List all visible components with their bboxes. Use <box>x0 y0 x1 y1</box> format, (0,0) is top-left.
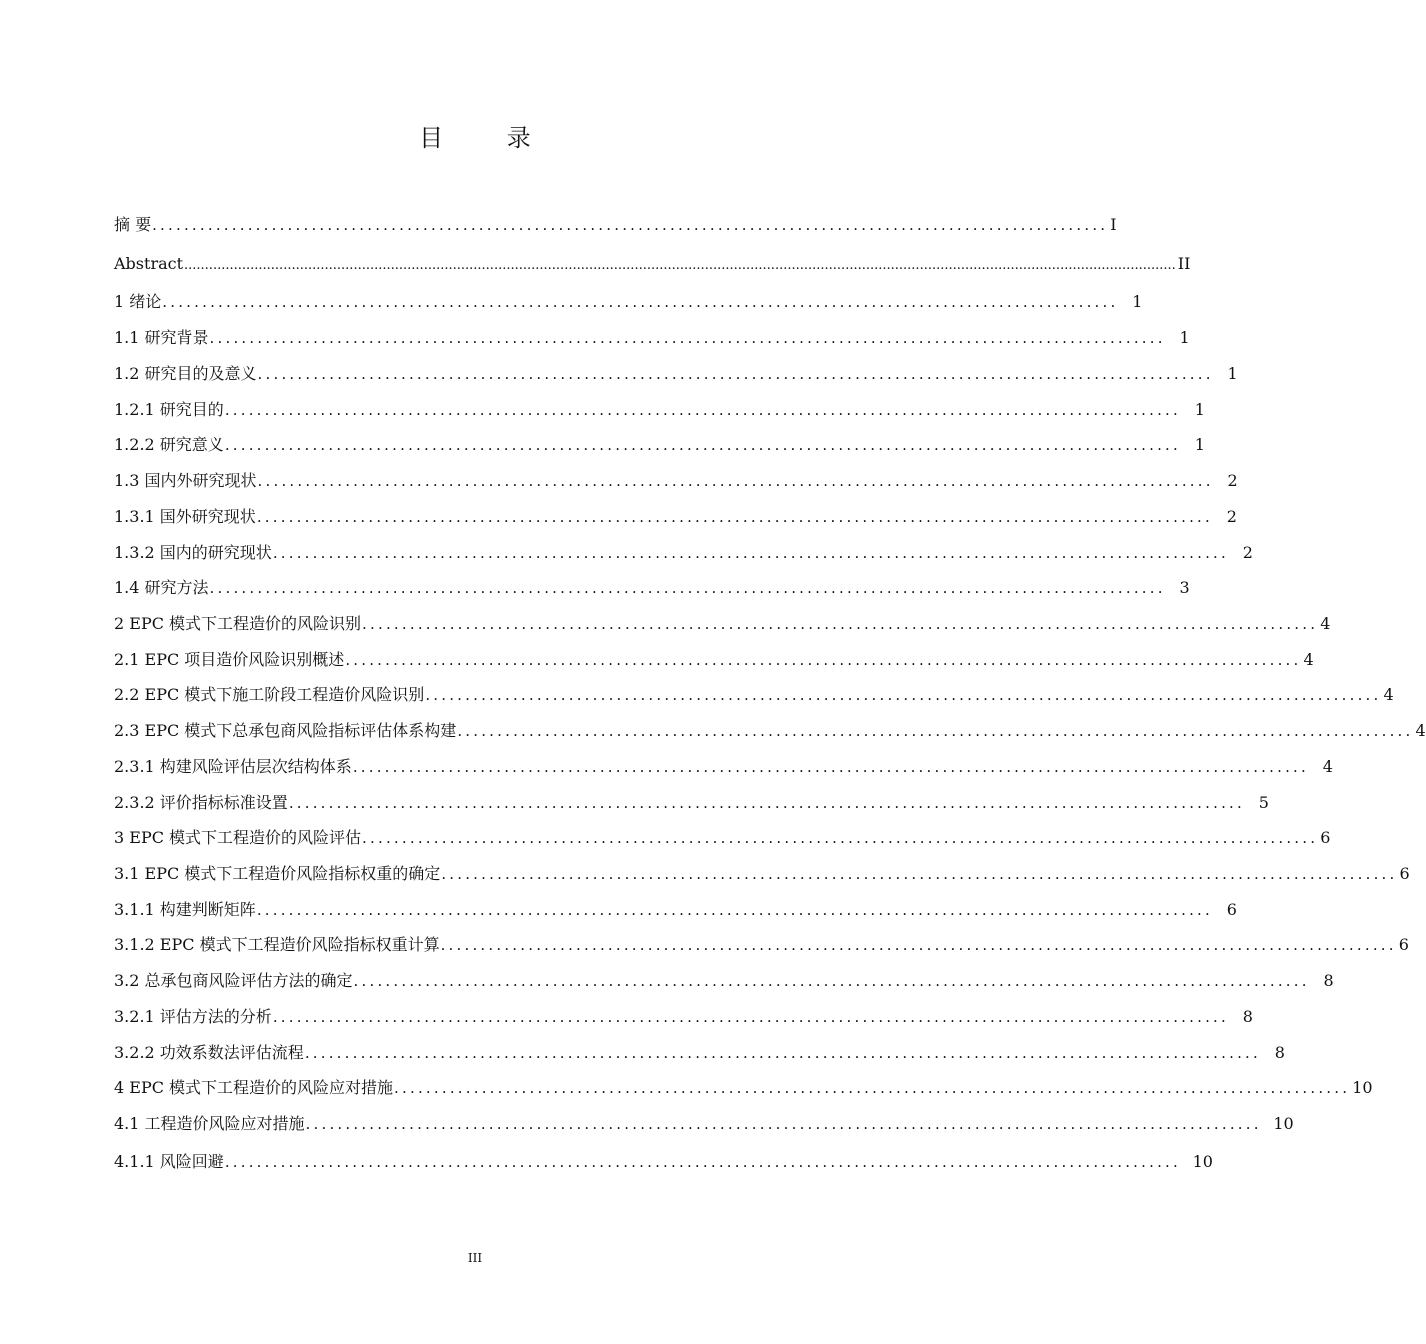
toc-leader-dots: ........................................................................................................................ <box>288 794 1245 812</box>
toc-leader-dots: ........................................................................................................................ <box>257 472 1214 490</box>
toc-entry-3-2[interactable] <box>114 968 1334 994</box>
toc-entry-label: 3.2.1 评估方法的分析 <box>114 1007 272 1026</box>
toc-entry-page: 10 <box>1352 1078 1373 1097</box>
toc-leader-dots: ........................................................................................................................ <box>352 758 1309 776</box>
toc-entry-page: 6 <box>1398 935 1409 954</box>
toc-entry-page: 4 <box>1383 685 1394 704</box>
toc-leader-dots: ........................................................................................................................ <box>257 365 1214 383</box>
toc-entry-2-1[interactable] <box>114 647 1314 673</box>
toc-entry-page: 3 <box>1179 578 1190 597</box>
toc-entry-abstract-cn[interactable] <box>114 212 1117 238</box>
toc-entry-3-1-2[interactable] <box>114 932 1409 958</box>
toc-leader-dots: ........................................................................................................................ <box>440 936 1397 954</box>
toc-entry-label: Abstract <box>114 254 184 273</box>
toc-entry-1-2[interactable] <box>114 361 1238 387</box>
toc-leader-dots: ........................................................................................................................ <box>353 972 1310 990</box>
toc-entry-label: 1.2 研究目的及意义 <box>114 364 257 383</box>
toc-entry-label: 2.3 EPC 模式下总承包商风险指标评估体系构建 <box>114 721 457 740</box>
toc-leader-dots: ........................................................................................................................ <box>256 901 1213 919</box>
toc-entry-3-2-1[interactable] <box>114 1004 1253 1030</box>
toc-entry-1-3-2[interactable] <box>114 540 1253 566</box>
toc-entry-2-2[interactable] <box>114 682 1394 708</box>
toc-entry-3-1[interactable] <box>114 861 1410 887</box>
toc-leader-dots: ........................................................................................................................ <box>425 686 1382 704</box>
toc-entry-page: 1 <box>1132 292 1143 311</box>
toc-entry-ch2[interactable] <box>114 611 1331 637</box>
toc-entry-label: 4 EPC 模式下工程造价的风险应对措施 <box>114 1078 394 1097</box>
toc-entry-label: 1.3.1 国外研究现状 <box>114 507 256 526</box>
toc-leader-dots: ........................................................................................................................ <box>152 216 1109 234</box>
toc-leader-dots: ........................................................................................................................ <box>224 401 1181 419</box>
toc-entry-2-3-2[interactable] <box>114 790 1269 816</box>
toc-entry-abstract-en[interactable] <box>114 251 1191 277</box>
toc-entry-page: 6 <box>1320 828 1331 847</box>
toc-entry-page: 6 <box>1226 900 1237 919</box>
toc-entry-label: 1.3 国内外研究现状 <box>114 471 257 490</box>
toc-entry-4-1[interactable] <box>114 1111 1294 1137</box>
toc-entry-2-3[interactable] <box>114 718 1426 744</box>
toc-entry-1-3[interactable] <box>114 468 1238 494</box>
toc-entry-ch3[interactable] <box>114 825 1331 851</box>
toc-leader-dots: ........................................................................................................................ <box>362 615 1319 633</box>
toc-entry-label: 3.2.2 功效系数法评估流程 <box>114 1043 304 1062</box>
toc-leader-dots: ........................................................................................................................ <box>394 1079 1351 1097</box>
toc-entry-page: 4 <box>1303 650 1314 669</box>
toc-leader-dots: ........................................................................................................................ <box>224 1153 1181 1171</box>
toc-entry-3-2-2[interactable] <box>114 1040 1285 1066</box>
toc-entry-label: 3.2 总承包商风险评估方法的确定 <box>114 971 353 990</box>
toc-leader-dots: ........................................................................................................................ <box>304 1044 1261 1062</box>
toc-entry-page: 4 <box>1322 757 1333 776</box>
toc-entry-4-1-1[interactable] <box>114 1149 1213 1175</box>
toc-entry-ch1[interactable] <box>114 289 1143 315</box>
toc-leader-dots: ................................................................................................................................................................................................................................................ <box>184 258 1176 273</box>
toc-leader-dots: ........................................................................................................................ <box>162 293 1119 311</box>
toc-entry-label: 4.1 工程造价风险应对措施 <box>114 1114 305 1133</box>
page-number: III <box>467 1251 483 1265</box>
toc-entry-2-3-1[interactable] <box>114 754 1333 780</box>
toc-entry-label: 4.1.1 风险回避 <box>114 1152 224 1171</box>
toc-entry-label: 2.3.1 构建风险评估层次结构体系 <box>114 757 352 776</box>
toc-leader-dots: ........................................................................................................................ <box>256 508 1213 526</box>
toc-entry-page: 8 <box>1274 1043 1285 1062</box>
toc-entry-page: 1 <box>1194 400 1205 419</box>
toc-entry-page: 1 <box>1194 435 1205 454</box>
toc-entry-label: 3 EPC 模式下工程造价的风险评估 <box>114 828 362 847</box>
toc-entry-1-2-2[interactable] <box>114 432 1205 458</box>
toc-leader-dots: ........................................................................................................................ <box>209 329 1166 347</box>
toc-leader-dots: ........................................................................................................................ <box>457 722 1414 740</box>
toc-entry-3-1-1[interactable] <box>114 897 1237 923</box>
toc-entry-page: 5 <box>1258 793 1269 812</box>
toc-entry-page: 8 <box>1242 1007 1253 1026</box>
toc-entry-page: II <box>1177 254 1191 273</box>
toc-entry-label: 摘 要 <box>114 215 152 234</box>
toc-entry-label: 3.1.2 EPC 模式下工程造价风险指标权重计算 <box>114 935 440 954</box>
toc-entry-page: 8 <box>1323 971 1334 990</box>
toc-entry-label: 2.1 EPC 项目造价风险识别概述 <box>114 650 345 669</box>
toc-entry-label: 3.1 EPC 模式下工程造价风险指标权重的确定 <box>114 864 441 883</box>
toc-entry-label: 1.2.1 研究目的 <box>114 400 224 419</box>
toc-leader-dots: ........................................................................................................................ <box>362 829 1319 847</box>
toc-leader-dots: ........................................................................................................................ <box>441 865 1398 883</box>
page-title: 目 录 <box>419 124 559 152</box>
toc-leader-dots: ........................................................................................................................ <box>345 651 1302 669</box>
toc-entry-label: 2.2 EPC 模式下施工阶段工程造价风险识别 <box>114 685 425 704</box>
toc-leader-dots: ........................................................................................................................ <box>224 436 1181 454</box>
toc-entry-label: 1 绪论 <box>114 292 162 311</box>
toc-entry-label: 1.2.2 研究意义 <box>114 435 224 454</box>
toc-entry-label: 3.1.1 构建判断矩阵 <box>114 900 256 919</box>
toc-entry-ch4[interactable] <box>114 1075 1373 1101</box>
toc-entry-page: I <box>1110 215 1117 234</box>
toc-entry-label: 2 EPC 模式下工程造价的风险识别 <box>114 614 362 633</box>
toc-entry-page: 10 <box>1273 1114 1294 1133</box>
toc-entry-page: 6 <box>1399 864 1410 883</box>
toc-entry-label: 2.3.2 评价指标标准设置 <box>114 793 288 812</box>
toc-entry-page: 1 <box>1227 364 1238 383</box>
toc-leader-dots: ........................................................................................................................ <box>305 1115 1262 1133</box>
toc-entry-page: 2 <box>1227 471 1238 490</box>
toc-entry-page: 1 <box>1179 328 1190 347</box>
toc-entry-page: 4 <box>1415 721 1426 740</box>
toc-leader-dots: ........................................................................................................................ <box>272 544 1229 562</box>
toc-entry-page: 2 <box>1242 543 1253 562</box>
toc-leader-dots: ........................................................................................................................ <box>272 1008 1229 1026</box>
toc-entry-1-3-1[interactable] <box>114 504 1237 530</box>
toc-entry-label: 1.1 研究背景 <box>114 328 209 347</box>
toc-entry-page: 4 <box>1320 614 1331 633</box>
toc-leader-dots: ........................................................................................................................ <box>209 579 1166 597</box>
toc-entry-label: 1.3.2 国内的研究现状 <box>114 543 272 562</box>
toc-entry-1-2-1[interactable] <box>114 397 1205 423</box>
toc-entry-1-1[interactable] <box>114 325 1190 351</box>
toc-entry-label: 1.4 研究方法 <box>114 578 209 597</box>
toc-entry-page: 10 <box>1192 1152 1213 1171</box>
toc-entry-page: 2 <box>1226 507 1237 526</box>
toc-entry-1-4[interactable] <box>114 575 1190 601</box>
